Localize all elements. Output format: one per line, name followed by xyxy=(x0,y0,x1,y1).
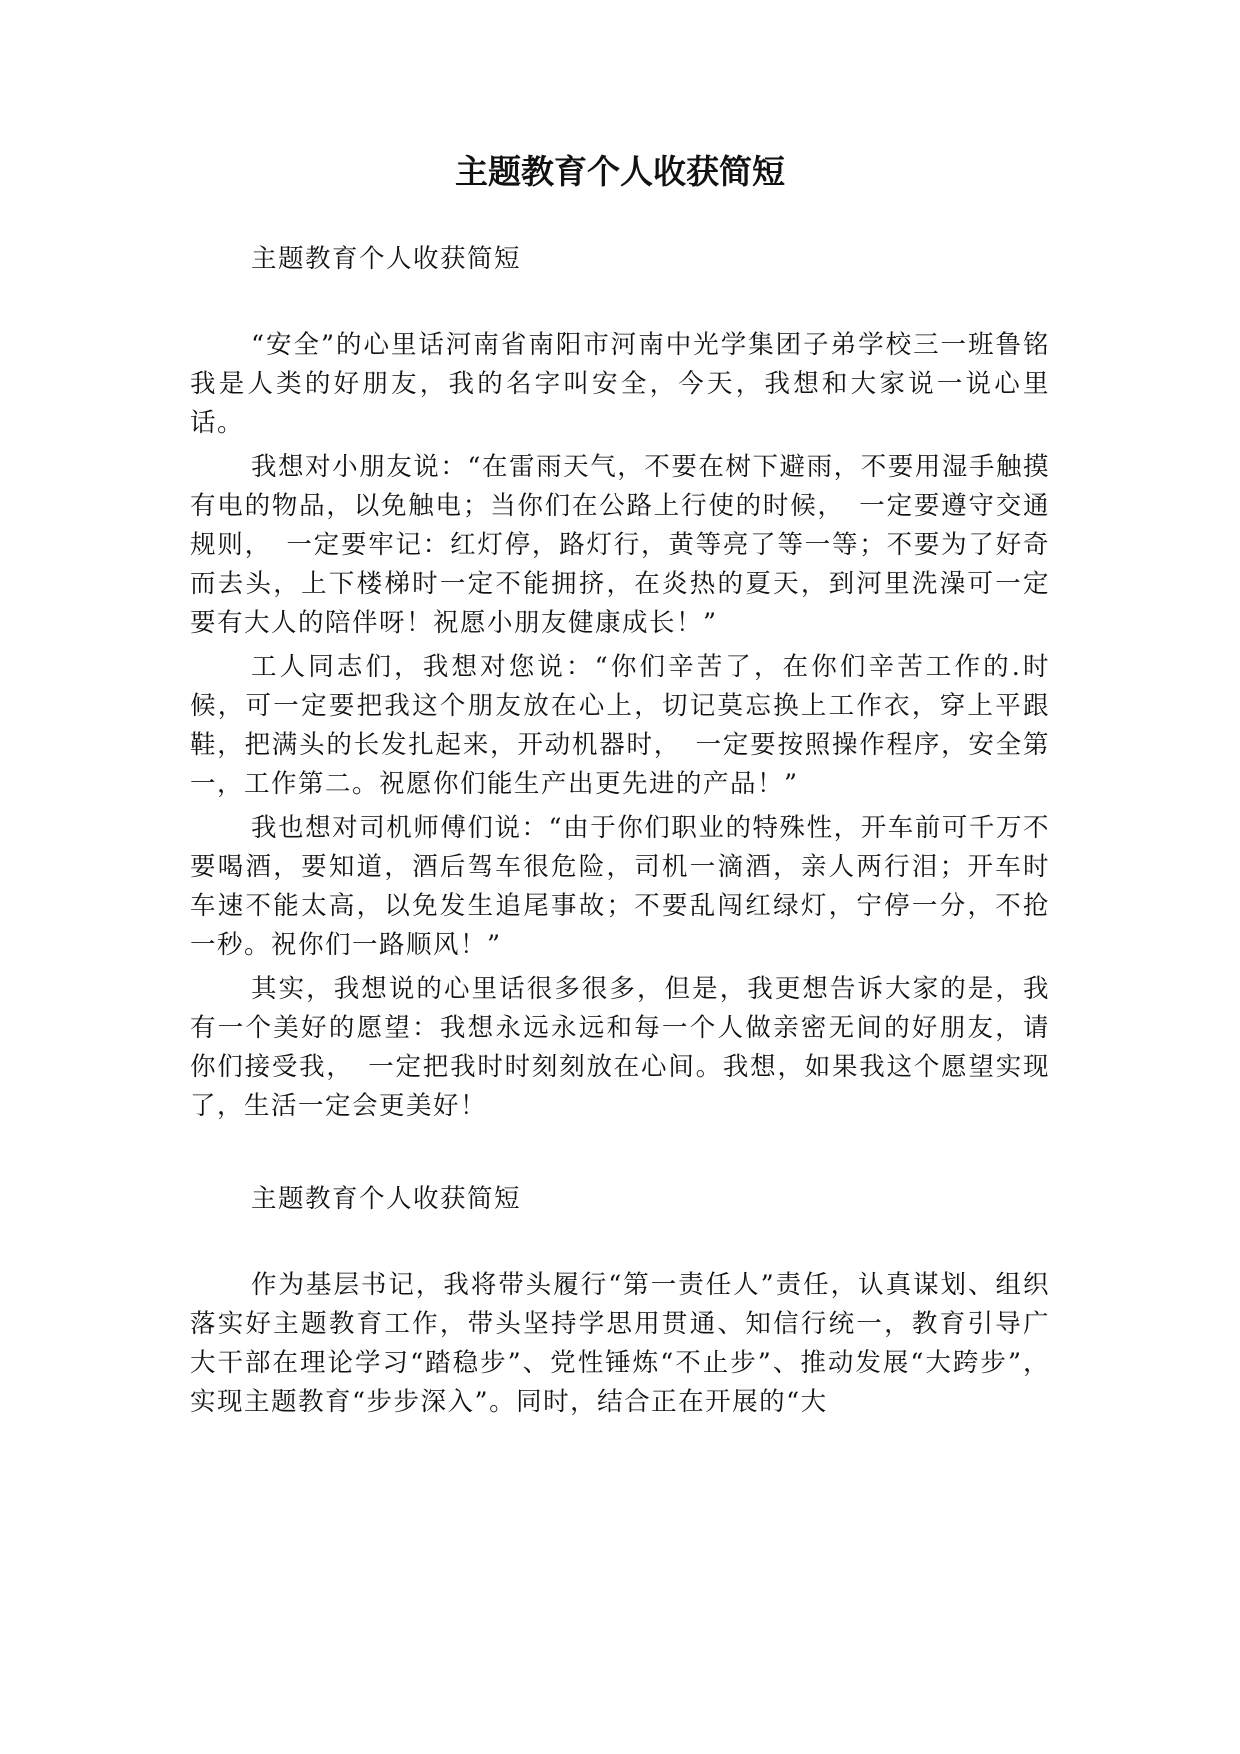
paragraph: 我想对小朋友说：“在雷雨天气，不要在树下避雨，不要用湿手触摸有电的物品，以免触电；当你们在公路上行使的时候， 一定要遵守交通规则， 一定要牢记：红灯停，路灯行，黄等亮了等一等；不要为了好奇而去头，上下楼梯时一定不能拥挤，在炎热的夏天，到河里洗澡可一定要有大人的陪伴呀！祝愿小朋友健康成长！” xyxy=(190,452,1050,638)
section-2-body xyxy=(190,1266,1050,1427)
paragraph: “安全”的心里话河南省南阳市河南中光学集团子弟学校三一班鲁铭我是人类的好朋友，我的名字叫安全，今天，我想和大家说一说心里话。 xyxy=(190,330,1050,438)
document-title: 主题教育个人收获简短 xyxy=(455,152,785,191)
paragraph: 作为基层书记，我将带头履行“第一责任人”责任，认真谋划、组织落实好主题教育工作，带头坚持学思用贯通、知信行统一，教育引导广大干部在理论学习“踏稳步”、党性锤炼“不止步”、推动发展“大跨步”，实现主题教育“步步深入”。同时，结合正在开展的“大 xyxy=(190,1270,1050,1417)
paragraph: 其实，我想说的心里话很多很多，但是，我更想告诉大家的是，我有一个美好的愿望：我想永远永远和每一个人做亲密无间的好朋友，请你们接受我， 一定把我时时刻刻放在心间。我想，如果我这个愿望实现了，生活一定会更美好！ xyxy=(190,974,1050,1121)
section-1-body xyxy=(190,326,1050,1131)
section-1-heading: 主题教育个人收获简短 xyxy=(251,244,522,274)
paragraph: 我也想对司机师傅们说：“由于你们职业的特殊性，开车前可千万不要喝酒，要知道，酒后驾车很危险，司机一滴酒，亲人两行泪；开车时车速不能太高，以免发生追尾事故；不要乱闯红绿灯，宁停一分，不抢一秒。祝你们一路顺风！” xyxy=(190,813,1050,960)
paragraph: 工人同志们，我想对您说：“你们辛苦了，在你们辛苦工作的.时候，可一定要把我这个朋友放在心上，切记莫忘换上工作衣，穿上平跟鞋，把满头的长发扎起来，开动机器时， 一定要按照操作程序，安全第一，工作第二。祝愿你们能生产出更先进的产品！” xyxy=(190,652,1050,799)
section-2-heading: 主题教育个人收获简短 xyxy=(251,1184,522,1214)
